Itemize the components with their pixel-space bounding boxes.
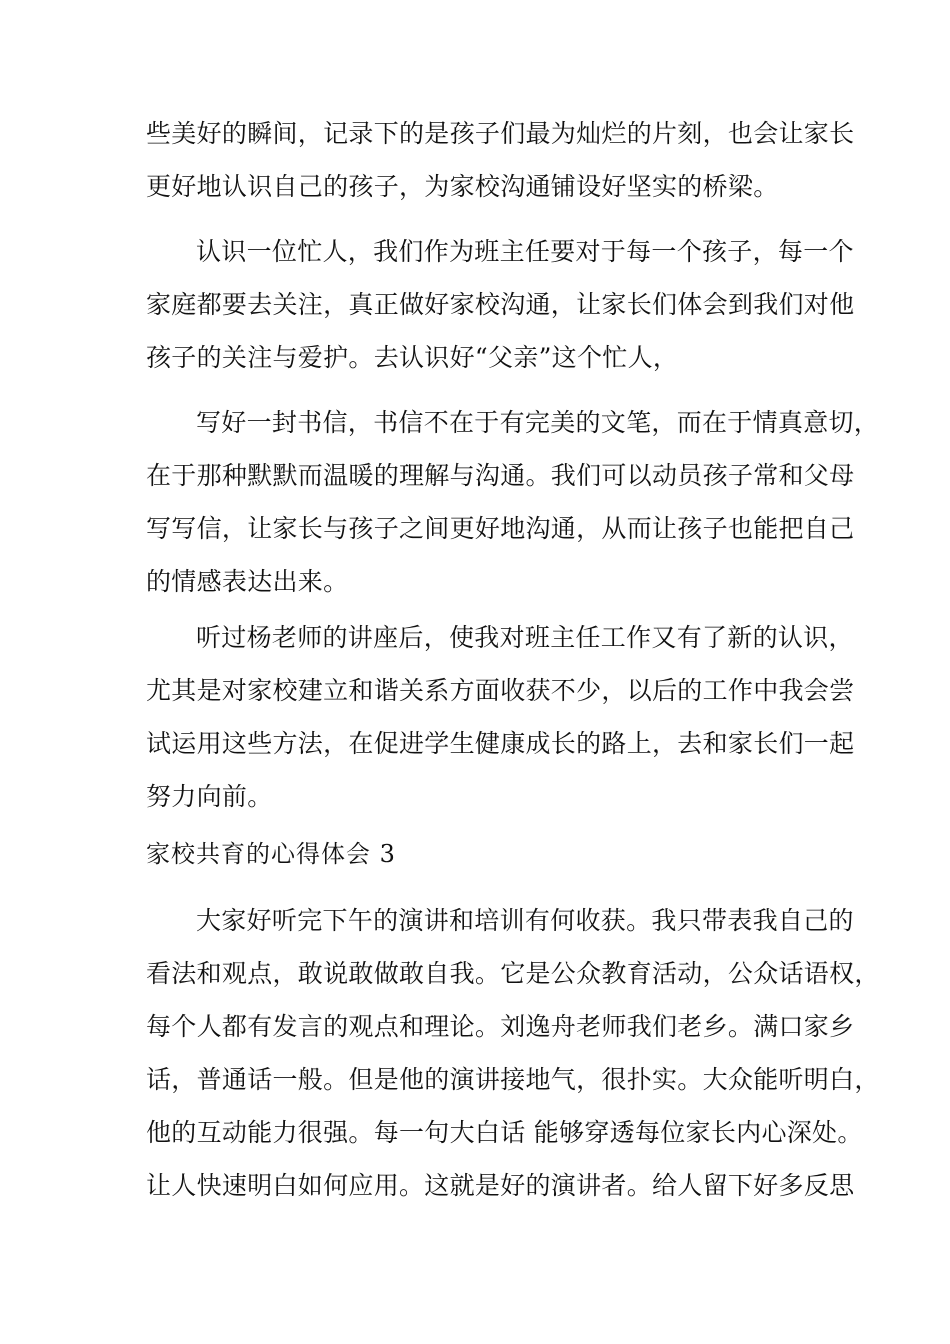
paragraph-line: 听过杨老师的讲座后，使我对班主任工作又有了新的认识，	[196, 623, 854, 652]
paragraph-line: 写写信，让家长与孩子之间更好地沟通，从而让孩子也能把自己	[146, 514, 855, 543]
paragraph-line: 家庭都要去关注，真正做好家校沟通，让家长们体会到我们对他	[146, 290, 855, 319]
paragraph-line: 更好地认识自己的孩子，为家校沟通铺设好坚实的桥梁。	[146, 172, 779, 201]
paragraph-line: 努力向前。	[146, 782, 273, 811]
paragraph-line: 的情感表达出来。	[146, 567, 349, 596]
paragraph-line: 让人快速明白如何应用。这就是好的演讲者。给人留下好多反思	[146, 1171, 855, 1200]
paragraph-line: 些美好的瞬间，记录下的是孩子们最为灿烂的片刻，也会让家长	[146, 119, 855, 148]
paragraph-line: 在于那种默默而温暖的理解与沟通。我们可以动员孩子常和父母	[146, 461, 855, 490]
paragraph-line: 写好一封书信，书信不在于有完美的文笔，而在于情真意切，	[196, 408, 880, 437]
paragraph-line: 他的互动能力很强。每一句大白话 能够穿透每位家长内心深处。	[146, 1118, 863, 1147]
paragraph-line: 试运用这些方法，在促进学生健康成长的路上，去和家长们一起	[146, 729, 855, 758]
paragraph-line: 认识一位忙人，我们作为班主任要对于每一个孩子，每一个	[196, 237, 854, 266]
paragraph-line: 每个人都有发言的观点和理论。刘逸舟老师我们老乡。满口家乡	[146, 1012, 855, 1041]
paragraph-line: 孩子的关注与爱护。去认识好“父亲”这个忙人，	[146, 343, 679, 372]
paragraph-line: 大家好听完下午的演讲和培训有何收获。我只带表我自己的	[196, 906, 854, 935]
paragraph-line: 看法和观点，敢说敢做敢自我。它是公众教育活动，公众话语权，	[146, 959, 880, 988]
paragraph-line: 话，普通话一般。但是他的演讲接地气，很扑实。大众能听明白，	[146, 1065, 880, 1094]
section-heading: 家校共育的心得体会 3	[146, 840, 396, 868]
paragraph-line: 尤其是对家校建立和谐关系方面收获不少，以后的工作中我会尝	[146, 676, 855, 705]
